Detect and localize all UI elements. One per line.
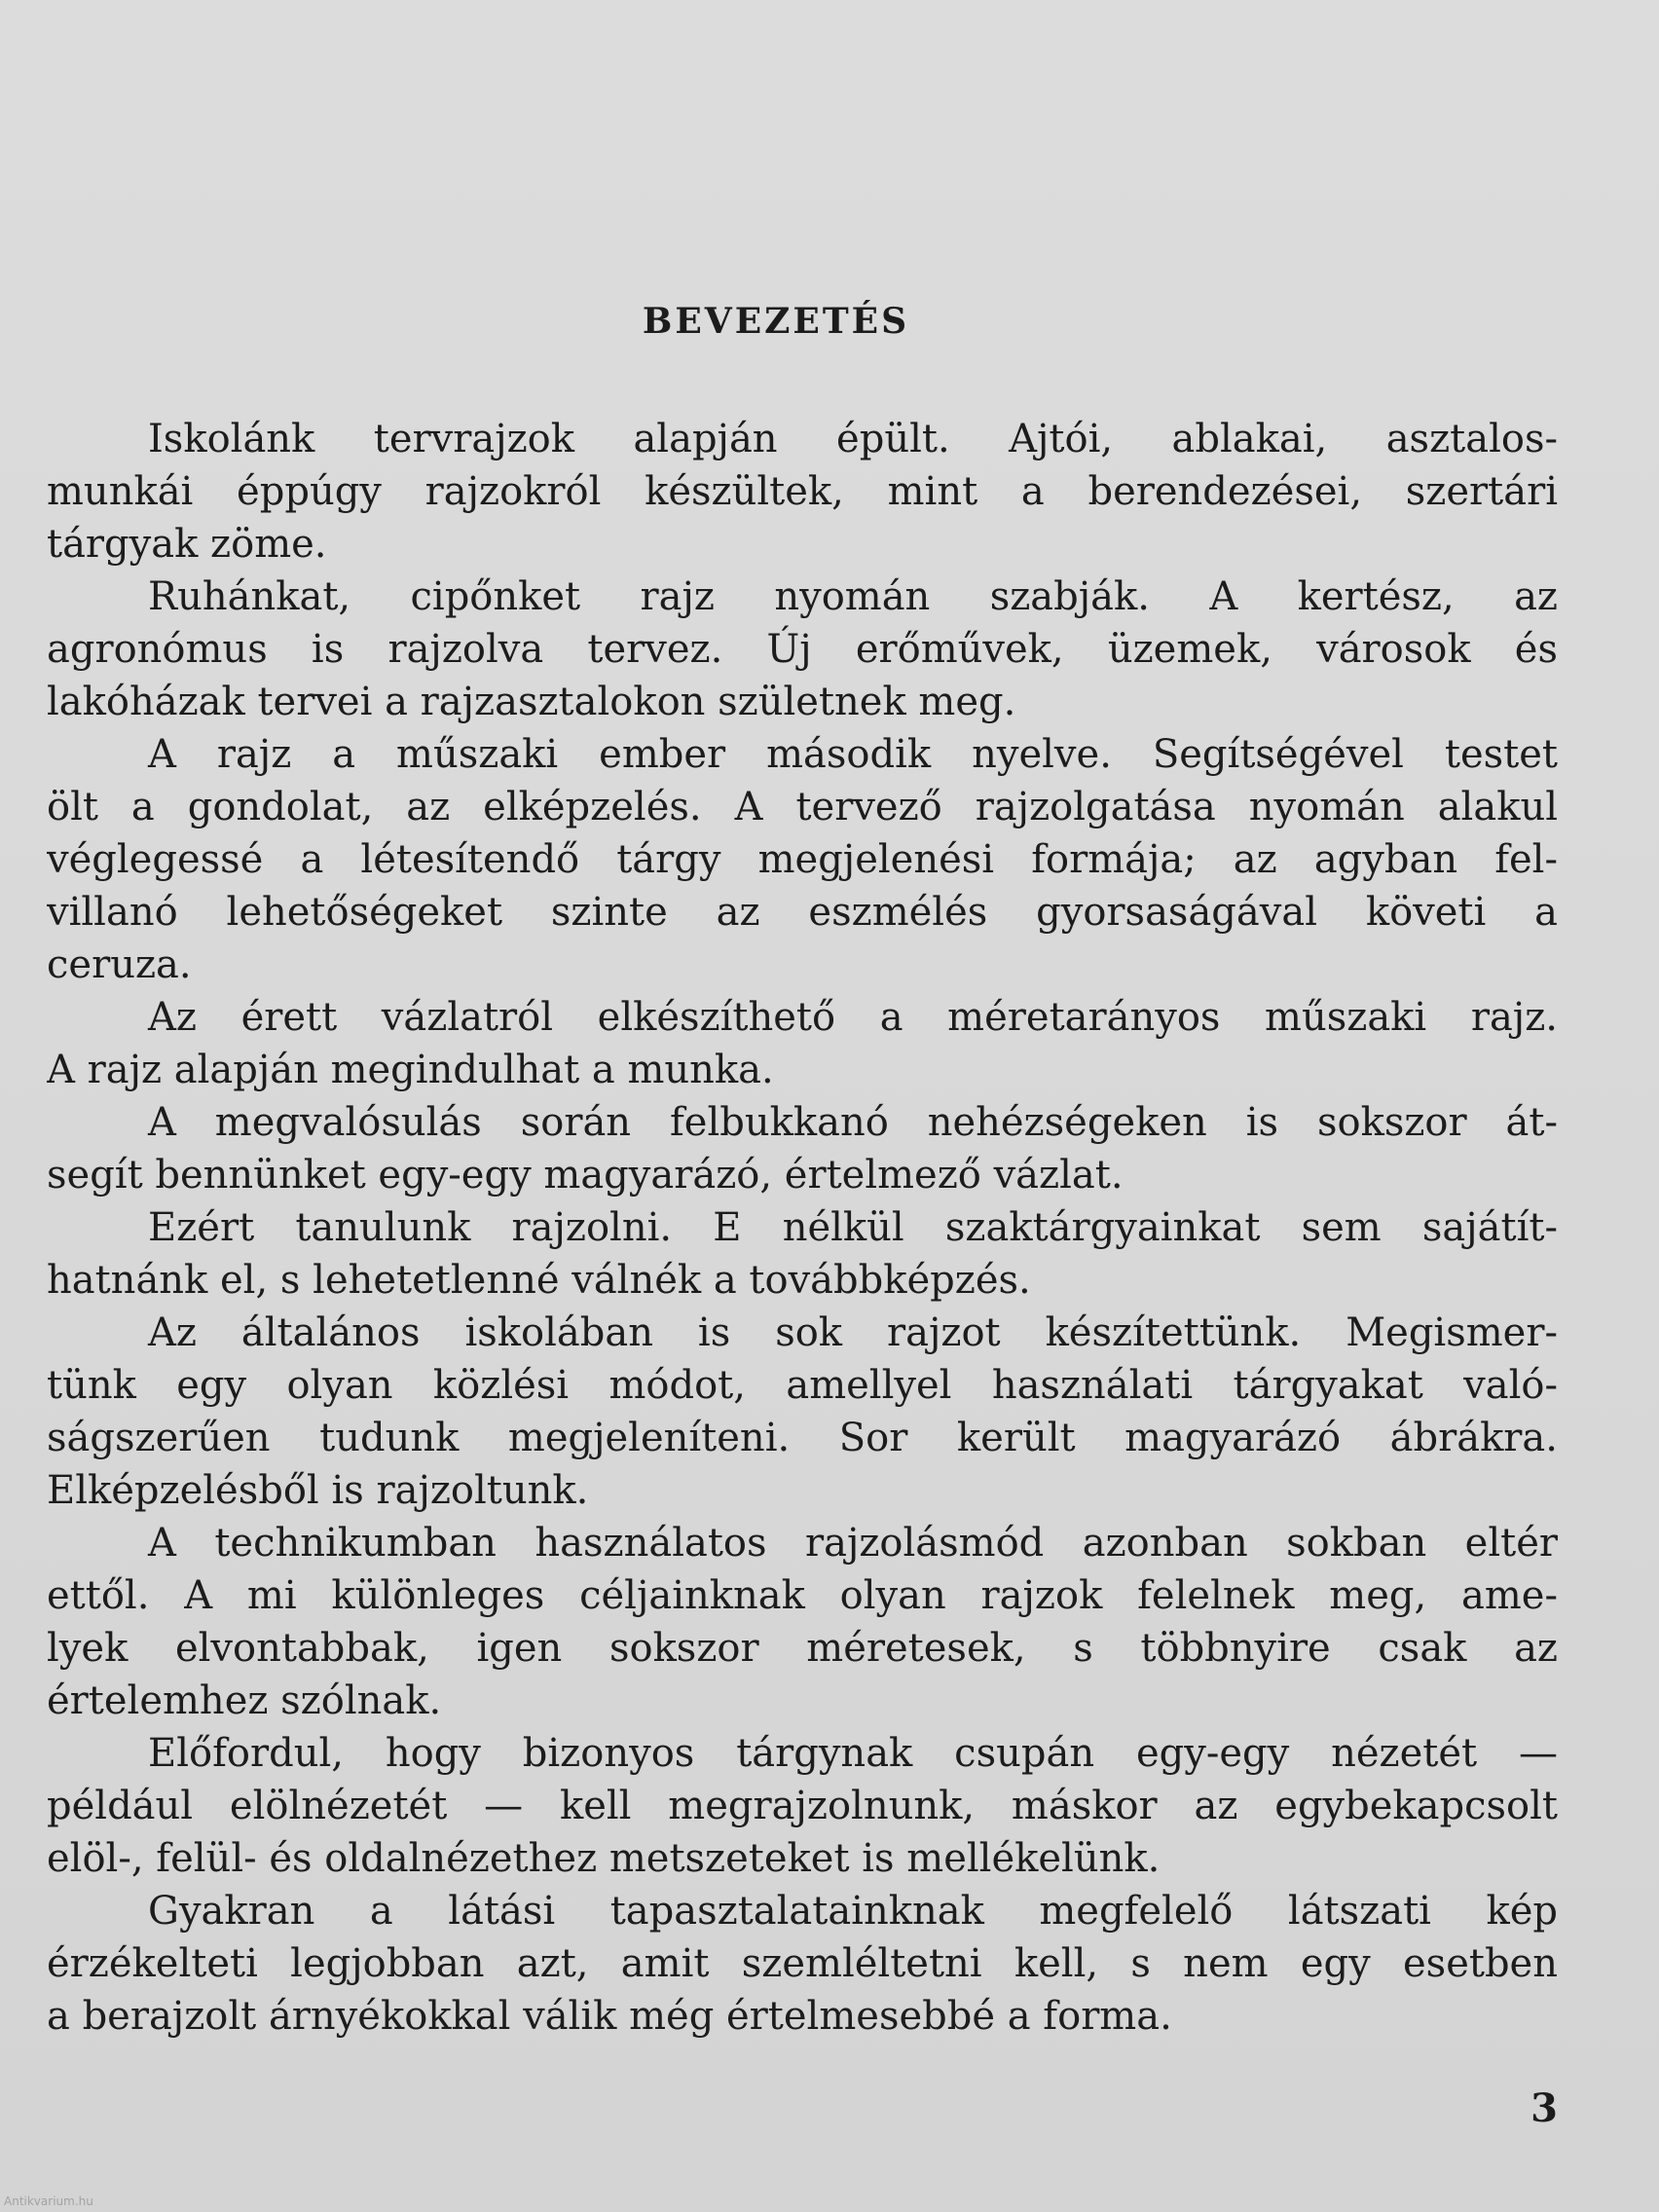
text-line: A megvalósulás során felbukkanó nehézségeken is sokszor át- — [148, 1100, 1558, 1145]
paragraph — [47, 1201, 1558, 1307]
paragraph — [47, 728, 1558, 991]
text-line: Előfordul, hogy bizonyos tárgynak csupán egy-egy nézetét — — [148, 1731, 1558, 1776]
text-line: ceruza. — [47, 942, 192, 987]
text-line: agronómus is rajzolva tervez. Új erőművek, üzemek, városok és — [47, 627, 1558, 672]
text-line: Ezért tanulunk rajzolni. E nélkül szaktárgyainkat sem sajátít- — [148, 1205, 1558, 1250]
paragraph — [47, 571, 1558, 728]
text-line: Az érett vázlatról elkészíthető a méretarányos műszaki rajz. — [148, 995, 1558, 1040]
body-text — [47, 413, 1558, 2043]
text-line: Az általános iskolában is sok rajzot készítettünk. Megismer- — [148, 1310, 1558, 1355]
paragraph — [47, 1727, 1558, 1885]
text-line: Gyakran a látási tapasztalatainknak megfelelő látszati kép — [148, 1889, 1558, 1934]
paragraph — [47, 991, 1558, 1096]
paragraph — [47, 1885, 1558, 2043]
paragraph — [47, 1096, 1558, 1201]
watermark: Antikvarium.hu — [4, 2194, 93, 2208]
text-line: A rajz alapján megindulhat a munka. — [47, 1048, 774, 1092]
text-line: elöl-, felül- és oldalnézethez metszeteket is mellékelünk. — [47, 1836, 1161, 1881]
text-line: ettől. A mi különleges céljainknak olyan rajzok felelnek meg, ame- — [47, 1573, 1558, 1618]
text-line: lakóházak tervei a rajzasztalokon születnek meg. — [47, 680, 1016, 724]
text-line: hatnánk el, s lehetetlenné válnék a továbbképzés. — [47, 1258, 1031, 1303]
text-line: A technikumban használatos rajzolásmód azonban sokban eltér — [148, 1521, 1558, 1566]
text-line: lyek elvontabbak, igen sokszor méretesek, s többnyire csak az — [47, 1626, 1558, 1671]
text-line: értelemhez szólnak. — [47, 1678, 442, 1723]
text-line: érzékelteti legjobban azt, amit szemléltetni kell, s nem egy esetben — [47, 1941, 1558, 1986]
text-line: például elölnézetét — kell megrajzolnunk, máskor az egybekapcsolt — [47, 1784, 1558, 1828]
text-line: Elképzelésből is rajzoltunk. — [47, 1468, 589, 1513]
page-number: 3 — [1530, 2085, 1558, 2131]
chapter-title: BEVEZETÉS — [642, 301, 910, 342]
text-line: ságszerűen tudunk megjeleníteni. Sor került magyarázó ábrákra. — [47, 1416, 1558, 1460]
text-line: tárgyak zöme. — [47, 522, 327, 567]
paragraph — [47, 1517, 1558, 1727]
paragraph — [47, 1307, 1558, 1517]
text-line: A rajz a műszaki ember második nyelve. Segítségével testet — [148, 732, 1558, 777]
paragraph — [47, 413, 1558, 571]
text-line: a berajzolt árnyékokkal válik még értelmesebbé a forma. — [47, 1994, 1172, 2039]
text-line: segít bennünket egy-egy magyarázó, értelmező vázlat. — [47, 1153, 1124, 1198]
text-line: villanó lehetőségeket szinte az eszmélés gyorsaságával követi a — [47, 890, 1558, 935]
text-line: Iskolánk tervrajzok alapján épült. Ajtói, ablakai, asztalos- — [148, 417, 1558, 461]
text-line: Ruhánkat, cipőnket rajz nyomán szabják. A kertész, az — [148, 574, 1558, 619]
text-line: ölt a gondolat, az elképzelés. A tervező rajzolgatása nyomán alakul — [47, 785, 1558, 830]
text-line: tünk egy olyan közlési módot, amellyel használati tárgyakat való- — [47, 1363, 1558, 1408]
text-line: véglegessé a létesítendő tárgy megjelenési formája; az agyban fel- — [47, 837, 1558, 882]
text-line: munkái éppúgy rajzokról készültek, mint a berendezései, szertári — [47, 469, 1558, 514]
